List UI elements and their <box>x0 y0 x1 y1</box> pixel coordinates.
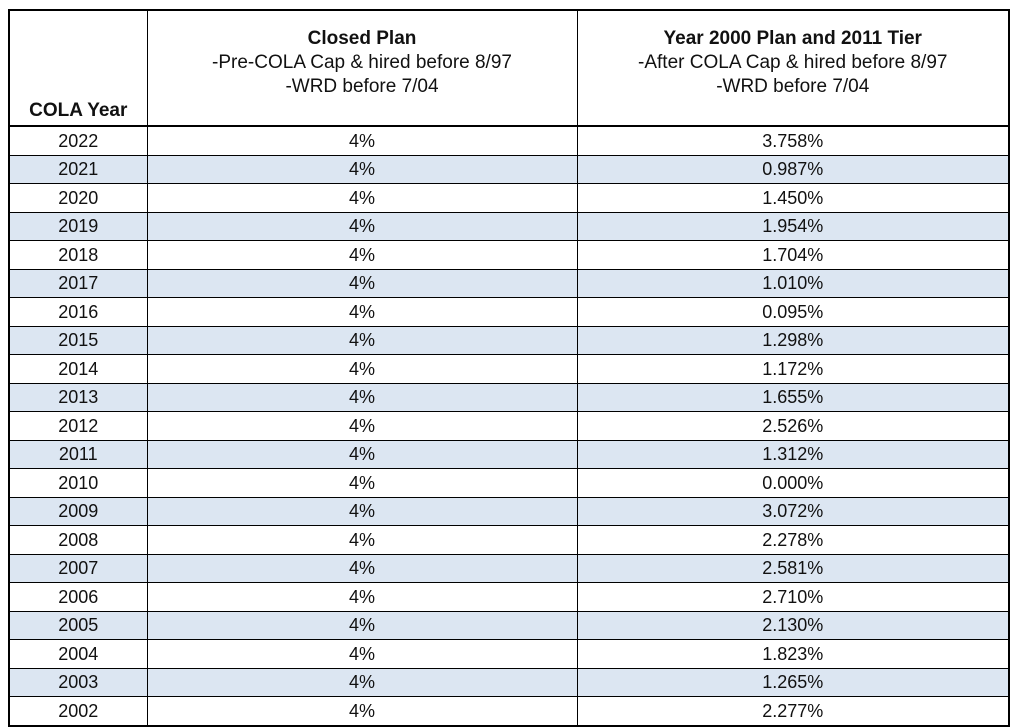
closed-plan-cell: 4% <box>147 355 577 384</box>
closed-plan-cell: 4% <box>147 469 577 498</box>
table-row <box>9 155 1009 184</box>
year-2000-plan-title: Year 2000 Plan and 2011 Tier <box>663 28 922 49</box>
year-2000-plan-cell: 1.172% <box>577 355 1009 384</box>
cola-year-cell: 2015 <box>9 326 147 355</box>
year-2000-plan-cell: 1.655% <box>577 383 1009 412</box>
year-2000-plan-cell: 3.072% <box>577 497 1009 526</box>
table-row <box>9 611 1009 640</box>
header-closed-plan <box>147 10 577 126</box>
cola-year-cell: 2006 <box>9 583 147 612</box>
closed-plan-cell: 4% <box>147 155 577 184</box>
closed-plan-cell: 4% <box>147 326 577 355</box>
cola-year-cell: 2016 <box>9 298 147 327</box>
closed-plan-cell: 4% <box>147 611 577 640</box>
table-row <box>9 554 1009 583</box>
cola-year-cell: 2012 <box>9 412 147 441</box>
table-row <box>9 212 1009 241</box>
closed-plan-cell: 4% <box>147 212 577 241</box>
table-row <box>9 583 1009 612</box>
closed-plan-cell: 4% <box>147 668 577 697</box>
table-row <box>9 412 1009 441</box>
cola-year-cell: 2020 <box>9 184 147 213</box>
closed-plan-cell: 4% <box>147 184 577 213</box>
cola-year-cell: 2002 <box>9 697 147 726</box>
header-cola-year: COLA Year <box>9 10 147 126</box>
cola-year-cell: 2011 <box>9 440 147 469</box>
cola-year-cell: 2008 <box>9 526 147 555</box>
table-header <box>9 10 1009 126</box>
cola-year-cell: 2005 <box>9 611 147 640</box>
year-2000-plan-cell: 1.010% <box>577 269 1009 298</box>
table-row <box>9 126 1009 155</box>
closed-plan-cell: 4% <box>147 526 577 555</box>
table-row <box>9 241 1009 270</box>
year-2000-plan-cell: 2.526% <box>577 412 1009 441</box>
table-row <box>9 668 1009 697</box>
cola-year-cell: 2018 <box>9 241 147 270</box>
table-body <box>9 126 1009 726</box>
header-year-2000-plan <box>577 10 1009 126</box>
closed-plan-cell: 4% <box>147 126 577 155</box>
year-2000-plan-cell: 2.710% <box>577 583 1009 612</box>
closed-plan-cell: 4% <box>147 383 577 412</box>
header-row <box>9 10 1009 126</box>
year-2000-plan-subtitle-2: -WRD before 7/04 <box>716 76 870 97</box>
year-2000-plan-cell: 3.758% <box>577 126 1009 155</box>
table-row <box>9 640 1009 669</box>
closed-plan-cell: 4% <box>147 497 577 526</box>
table-row <box>9 497 1009 526</box>
year-2000-plan-cell: 1.704% <box>577 241 1009 270</box>
table-row <box>9 526 1009 555</box>
cola-year-cell: 2017 <box>9 269 147 298</box>
year-2000-plan-cell: 0.095% <box>577 298 1009 327</box>
table-row <box>9 298 1009 327</box>
closed-plan-cell: 4% <box>147 241 577 270</box>
cola-year-cell: 2009 <box>9 497 147 526</box>
cola-year-cell: 2003 <box>9 668 147 697</box>
year-2000-plan-cell: 1.450% <box>577 184 1009 213</box>
table-row <box>9 184 1009 213</box>
closed-plan-cell: 4% <box>147 412 577 441</box>
table-row <box>9 383 1009 412</box>
table-row <box>9 269 1009 298</box>
cola-table-container <box>8 9 1010 727</box>
year-2000-plan-cell: 2.130% <box>577 611 1009 640</box>
closed-plan-cell: 4% <box>147 269 577 298</box>
year-2000-plan-cell: 2.581% <box>577 554 1009 583</box>
year-2000-plan-cell: 1.954% <box>577 212 1009 241</box>
cola-year-cell: 2004 <box>9 640 147 669</box>
closed-plan-cell: 4% <box>147 583 577 612</box>
closed-plan-subtitle-1: -Pre-COLA Cap & hired before 8/97 <box>212 52 512 73</box>
cola-year-cell: 2019 <box>9 212 147 241</box>
closed-plan-cell: 4% <box>147 554 577 583</box>
cola-year-cell: 2014 <box>9 355 147 384</box>
year-2000-plan-cell: 1.823% <box>577 640 1009 669</box>
table-row <box>9 355 1009 384</box>
closed-plan-title: Closed Plan <box>307 28 417 49</box>
year-2000-plan-subtitle-1: -After COLA Cap & hired before 8/97 <box>638 52 948 73</box>
cola-table <box>8 9 1010 727</box>
table-row <box>9 697 1009 726</box>
year-2000-plan-cell: 2.278% <box>577 526 1009 555</box>
closed-plan-cell: 4% <box>147 697 577 726</box>
year-2000-plan-cell: 1.265% <box>577 668 1009 697</box>
cola-year-cell: 2007 <box>9 554 147 583</box>
table-row <box>9 469 1009 498</box>
closed-plan-cell: 4% <box>147 298 577 327</box>
year-2000-plan-cell: 1.312% <box>577 440 1009 469</box>
year-2000-plan-cell: 0.000% <box>577 469 1009 498</box>
year-2000-plan-cell: 2.277% <box>577 697 1009 726</box>
closed-plan-cell: 4% <box>147 440 577 469</box>
year-2000-plan-cell: 1.298% <box>577 326 1009 355</box>
table-row <box>9 440 1009 469</box>
cola-year-cell: 2010 <box>9 469 147 498</box>
closed-plan-cell: 4% <box>147 640 577 669</box>
cola-year-cell: 2021 <box>9 155 147 184</box>
cola-year-cell: 2022 <box>9 126 147 155</box>
table-row <box>9 326 1009 355</box>
closed-plan-subtitle-2: -WRD before 7/04 <box>285 76 439 97</box>
year-2000-plan-cell: 0.987% <box>577 155 1009 184</box>
cola-year-cell: 2013 <box>9 383 147 412</box>
